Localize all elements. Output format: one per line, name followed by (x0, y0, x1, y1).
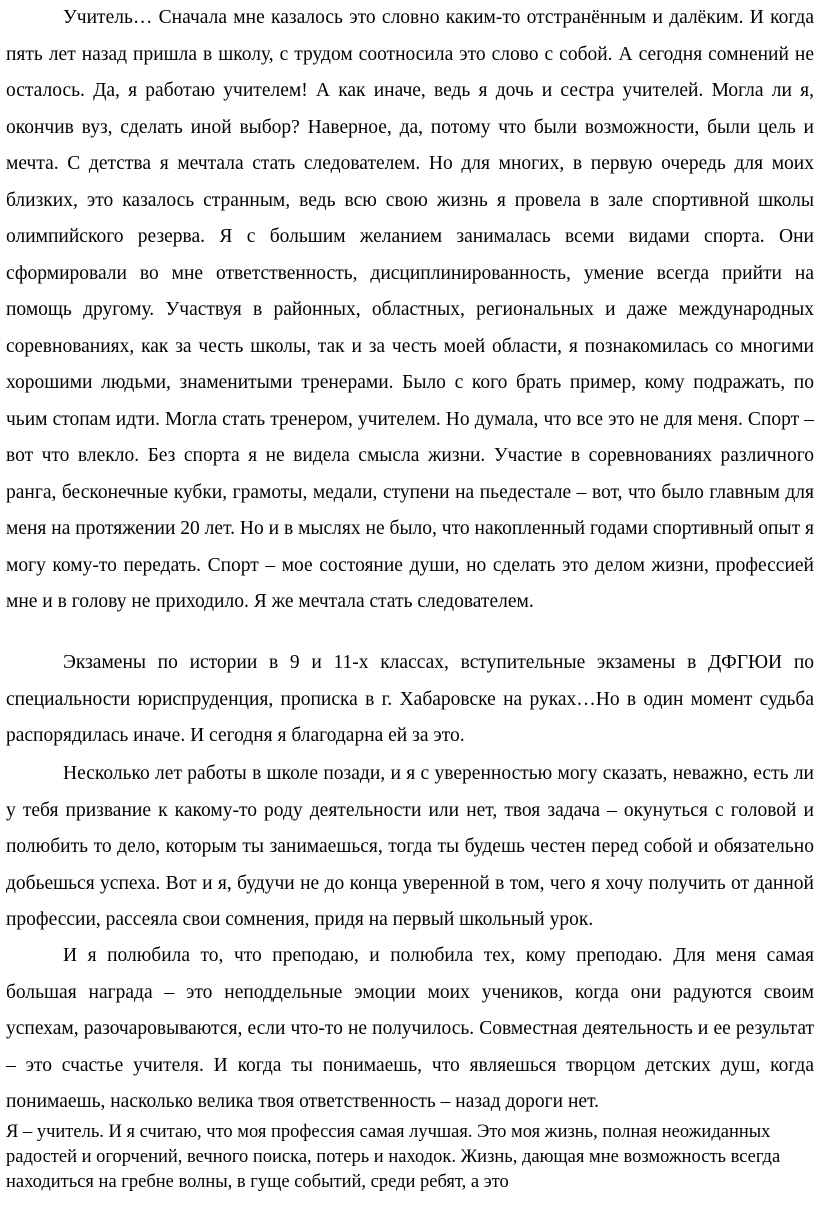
paragraph-school-years: Несколько лет работы в школе позади, и я с уверенностью могу сказать, неважно, есть ли у тебя призвание к какому-то роду деятельности или нет, твоя задача – окунуться с головой и полюбить то дело, которым ты занимаешься, тогда ты будешь честен перед собой и обязательно добьешься успеха. Вот и я, будучи не до конца уверенной в том, чего я хочу получить от данной профессии, рассеяла свои сомнения, придя на первый школьный урок. (6, 763, 814, 930)
paragraph-exams: Экзамены по истории в 9 и 11-х классах, вступительные экзамены в ДФГЮИ по специальности юриспруденция, прописка в г. Хабаровске на руках…Но в один момент судьба распорядилась иначе. И сегодня я благодарна ей за это. (6, 652, 814, 746)
paragraph-i-am-teacher: Я – учитель. И я считаю, что моя профессия самая лучшая. Это моя жизнь, полная неожиданных радостей и огорчений, вечного поиска, потерь и находок. Жизнь, дающая мне возможность всегда находиться на гребне волны, в гуще событий, среди ребят, а это (6, 1122, 781, 1192)
paragraph-love-teaching: И я полюбила то, что преподаю, и полюбила тех, кому преподаю. Для меня самая большая награда – это неподдельные эмоции моих учеников, когда они радуются своим успехам, разочаровываются, если что-то не получилось. Совместная деятельность и ее результат – это счастье учителя. И когда ты понимаешь, что являешься творцом детских душ, когда понимаешь, насколько велика твоя ответственность – назад дороги нет. (6, 945, 814, 1112)
paragraph-intro: Учитель… Сначала мне казалось это словно каким-то отстранённым и далёким. И когда пять лет назад пришла в школу, с трудом соотносила это слово с собой. А сегодня сомнений не осталось. Да, я работаю учителем! А как иначе, ведь я дочь и сестра учителей. Могла ли я, окончив вуз, сделать иной выбор? Наверное, да, потому что были возможности, были цель и мечта. С детства я мечтала стать следователем. Но для многих, в первую очередь для моих близких, это казалось странным, ведь всю свою жизнь я провела в зале спортивной школы олимпийского резерва. Я с большим желанием занималась всеми видами спорта. Они сформировали во мне ответственность, дисциплинированность, умение всегда прийти на помощь другому. Участвуя в районных, областных, региональных и даже международных соревнованиях, как за честь школы, так и за честь моей области, я познакомилась со многими хорошими людьми, знаменитыми тренерами. Было с кого брать пример, кому подражать, по чьим стопам идти. Могла стать тренером, учителем. Но думала, что все это не для меня. Спорт –вот что влекло. Без спорта я не видела смысла жизни. Участие в соревнованиях различного ранга, бесконечные кубки, грамоты, медали, ступени на пьедестале – вот, что было главным для меня на протяжении 20 лет. Но и в мыслях не было, что накопленный годами спортивный опыт я могу кому-то передать. Спорт – мое состояние души, но сделать это делом жизни, профессией мне и в голову не приходило. Я же мечтала стать следователем. (6, 7, 814, 612)
